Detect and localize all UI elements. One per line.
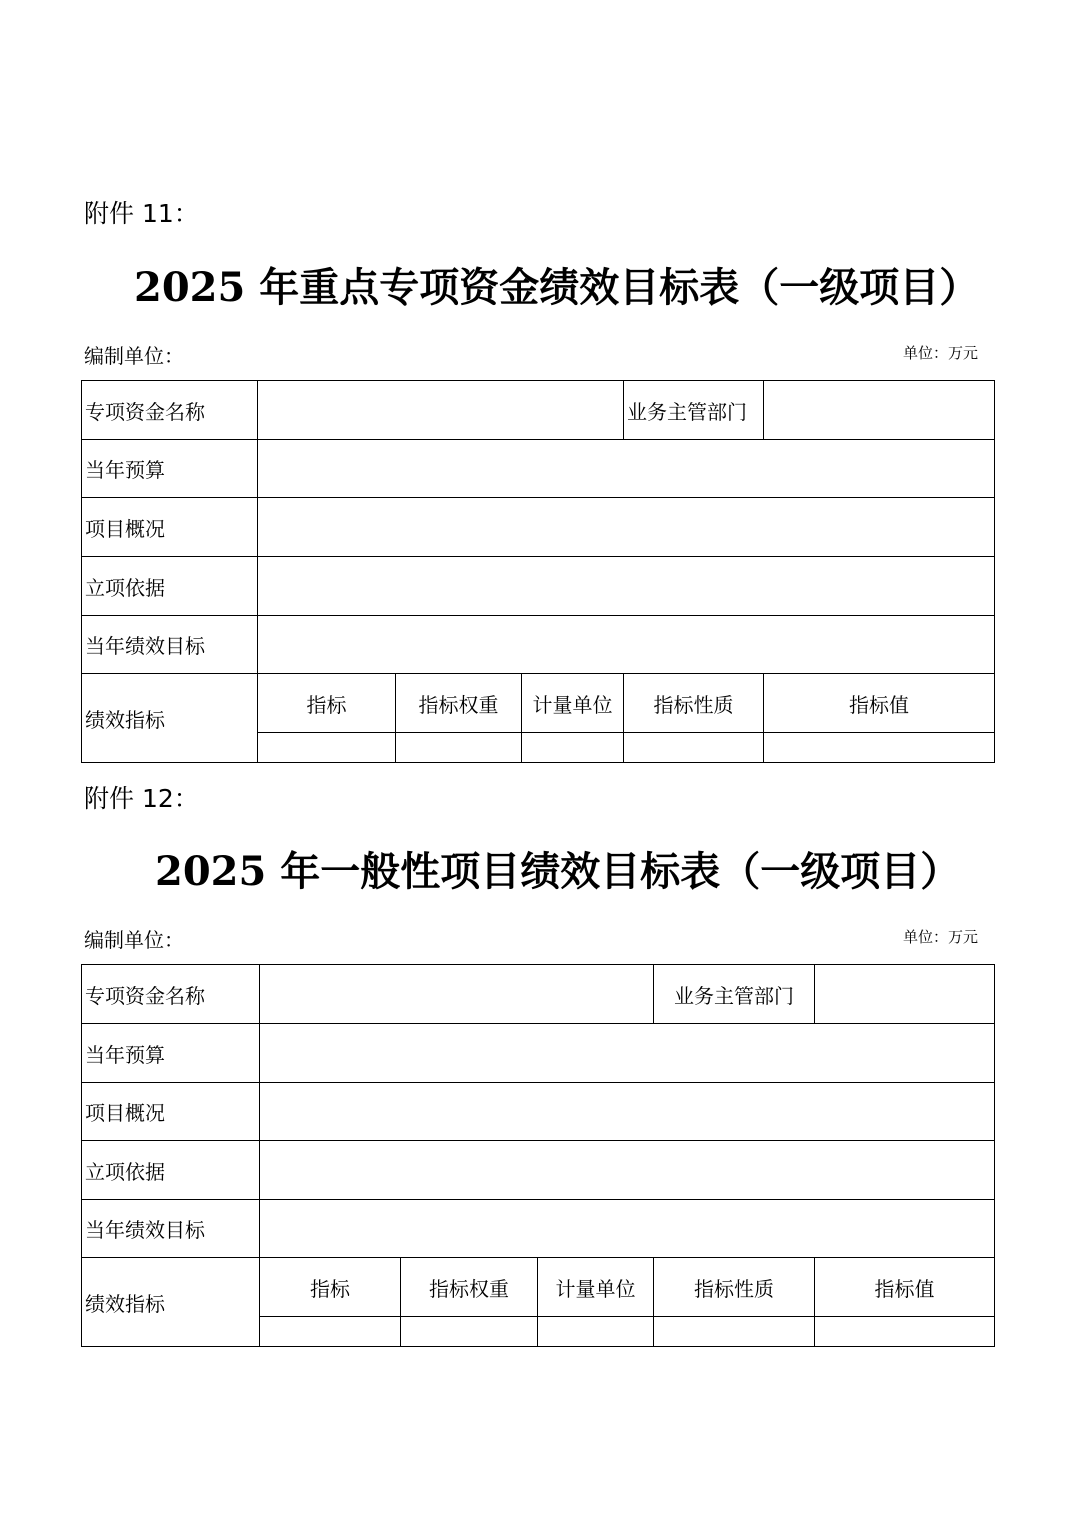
attachment-label: 附件 11： [84, 199, 199, 228]
dept-field[interactable] [764, 381, 995, 440]
indicator-cell[interactable] [258, 733, 396, 763]
overview-label: 项目概况 [82, 1083, 260, 1141]
form-title: 2025 年一般性项目绩效目标表（一级项目） [155, 848, 961, 895]
unit-header: 计量单位 [538, 1258, 654, 1317]
nature-cell[interactable] [654, 1317, 815, 1347]
unit-label: 单位：万元 [903, 928, 979, 946]
fund-name-field[interactable] [260, 965, 654, 1024]
basis-field[interactable] [258, 557, 995, 616]
budget-label: 当年预算 [82, 1024, 260, 1083]
indicator-cell[interactable] [260, 1317, 401, 1347]
attachment-label: 附件 12： [84, 784, 199, 813]
dept-label: 业务主管部门 [624, 381, 764, 440]
weight-cell[interactable] [396, 733, 522, 763]
overview-field[interactable] [258, 498, 995, 557]
nature-header: 指标性质 [654, 1258, 815, 1317]
fund-name-field[interactable] [258, 381, 624, 440]
dept-label: 业务主管部门 [654, 965, 815, 1024]
basis-label: 立项依据 [82, 1141, 260, 1200]
budget-label: 当年预算 [82, 440, 258, 498]
value-cell[interactable] [815, 1317, 995, 1347]
goal-label: 当年绩效目标 [82, 1200, 260, 1258]
fund-name-label: 专项资金名称 [82, 965, 260, 1024]
prepared-by-label: 编制单位： [84, 928, 184, 952]
indicator-header: 指标 [260, 1258, 401, 1317]
basis-label: 立项依据 [82, 557, 258, 616]
performance-target-table [81, 964, 995, 1347]
goal-field[interactable] [258, 616, 995, 674]
performance-target-table [81, 380, 995, 763]
unit-cell[interactable] [538, 1317, 654, 1347]
nature-cell[interactable] [624, 733, 764, 763]
overview-field[interactable] [260, 1083, 995, 1141]
weight-header: 指标权重 [401, 1258, 538, 1317]
budget-field[interactable] [260, 1024, 995, 1083]
goal-field[interactable] [260, 1200, 995, 1258]
prepared-by-label: 编制单位： [84, 344, 184, 368]
value-header: 指标值 [815, 1258, 995, 1317]
indicators-label: 绩效指标 [82, 1258, 260, 1347]
value-cell[interactable] [764, 733, 995, 763]
nature-header: 指标性质 [624, 674, 764, 733]
weight-header: 指标权重 [396, 674, 522, 733]
dept-field[interactable] [815, 965, 995, 1024]
value-header: 指标值 [764, 674, 995, 733]
overview-label: 项目概况 [82, 498, 258, 557]
form-title: 2025 年重点专项资金绩效目标表（一级项目） [134, 264, 980, 311]
weight-cell[interactable] [401, 1317, 538, 1347]
indicator-header: 指标 [258, 674, 396, 733]
basis-field[interactable] [260, 1141, 995, 1200]
indicators-label: 绩效指标 [82, 674, 258, 763]
unit-label: 单位：万元 [903, 344, 979, 362]
budget-field[interactable] [258, 440, 995, 498]
fund-name-label: 专项资金名称 [82, 381, 258, 440]
goal-label: 当年绩效目标 [82, 616, 258, 674]
unit-cell[interactable] [522, 733, 624, 763]
unit-header: 计量单位 [522, 674, 624, 733]
